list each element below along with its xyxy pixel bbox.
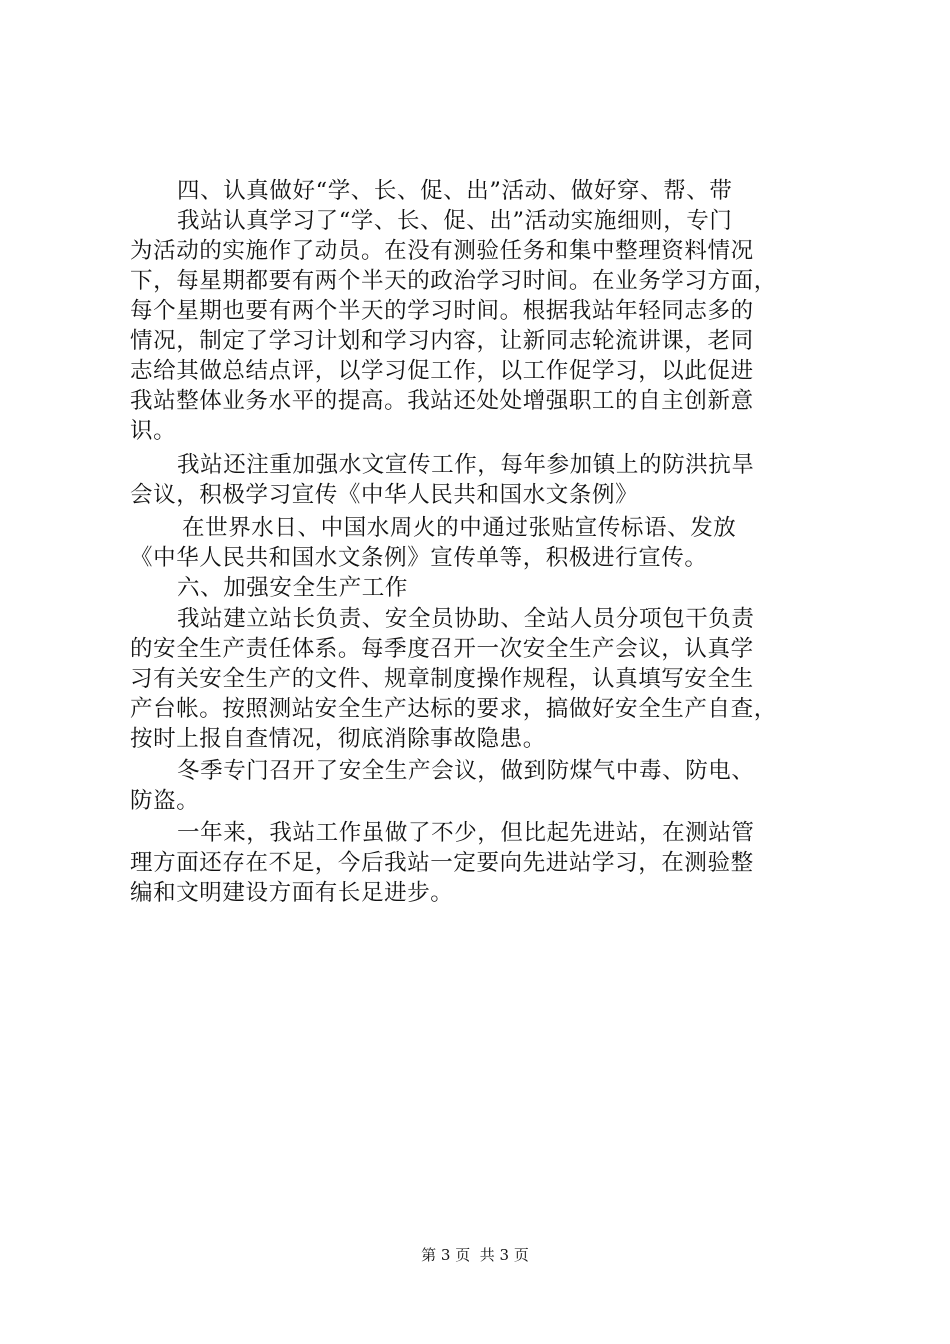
paragraph-line: 下，每星期都要有两个半天的政治学习时间。在业务学习方面， xyxy=(130,268,777,294)
paragraph-line: 我站整体业务水平的提高。我站还处处增强职工的自主创新意 xyxy=(130,388,754,414)
paragraph-line: 理方面还存在不足，今后我站一定要向先进站学习，在测验整 xyxy=(130,850,754,876)
paragraph-line: 在世界水日、中国水周火的中通过张贴宣传标语、发放 xyxy=(182,515,737,541)
paragraph-line: 识。 xyxy=(130,418,177,444)
paragraph-line: 为活动的实施作了动员。在没有测验任务和集中整理资料情况 xyxy=(130,238,754,264)
paragraph-line: 志给其做总结点评，以学习促工作，以工作促学习，以此促进 xyxy=(130,358,754,384)
page-footer xyxy=(0,1245,950,1265)
paragraph-line: 情况，制定了学习计划和学习内容，让新同志轮流讲课，老同 xyxy=(130,328,754,354)
paragraph-line: 编和文明建设方面有长足进步。 xyxy=(130,880,454,906)
paragraph-line: 每个星期也要有两个半天的学习时间。根据我站年轻同志多的 xyxy=(130,298,754,324)
heading-section-6: 六、加强安全生产工作 xyxy=(177,575,409,601)
paragraph-line: 我站建立站长负责、安全员协助、全站人员分项包干负责 xyxy=(177,606,755,632)
paragraph-line: 按时上报自查情况，彻底消除事故隐患。 xyxy=(130,726,546,752)
paragraph-line: 我站认真学习了“学、长、促、出”活动实施细则，专门 xyxy=(177,208,733,234)
paragraph-line: 会议，积极学习宣传《中华人民共和国水文条例》 xyxy=(130,482,639,508)
paragraph-line: 一年来，我站工作虽做了不少，但比起先进站，在测站管 xyxy=(177,820,755,846)
paragraph-line: 产台帐。按照测站安全生产达标的要求，搞做好安全生产自查， xyxy=(130,696,777,722)
paragraph-line: 的安全生产责任体系。每季度召开一次安全生产会议，认真学 xyxy=(130,636,754,662)
paragraph-line: 习有关安全生产的文件、规章制度操作规程，认真填写安全生 xyxy=(130,666,754,692)
page-number-label: 第 3 页 共 3 页 xyxy=(421,1246,529,1264)
paragraph-line: 防盗。 xyxy=(130,788,200,814)
heading-section-4: 四、认真做好“学、长、促、出”活动、做好穿、帮、带 xyxy=(177,178,733,204)
paragraph-line: 《中华人民共和国水文条例》宣传单等，积极进行宣传。 xyxy=(130,545,708,571)
paragraph-line: 我站还注重加强水文宣传工作，每年参加镇上的防洪抗旱 xyxy=(177,452,755,478)
paragraph-line: 冬季专门召开了安全生产会议，做到防煤气中毒、防电、 xyxy=(177,758,755,784)
